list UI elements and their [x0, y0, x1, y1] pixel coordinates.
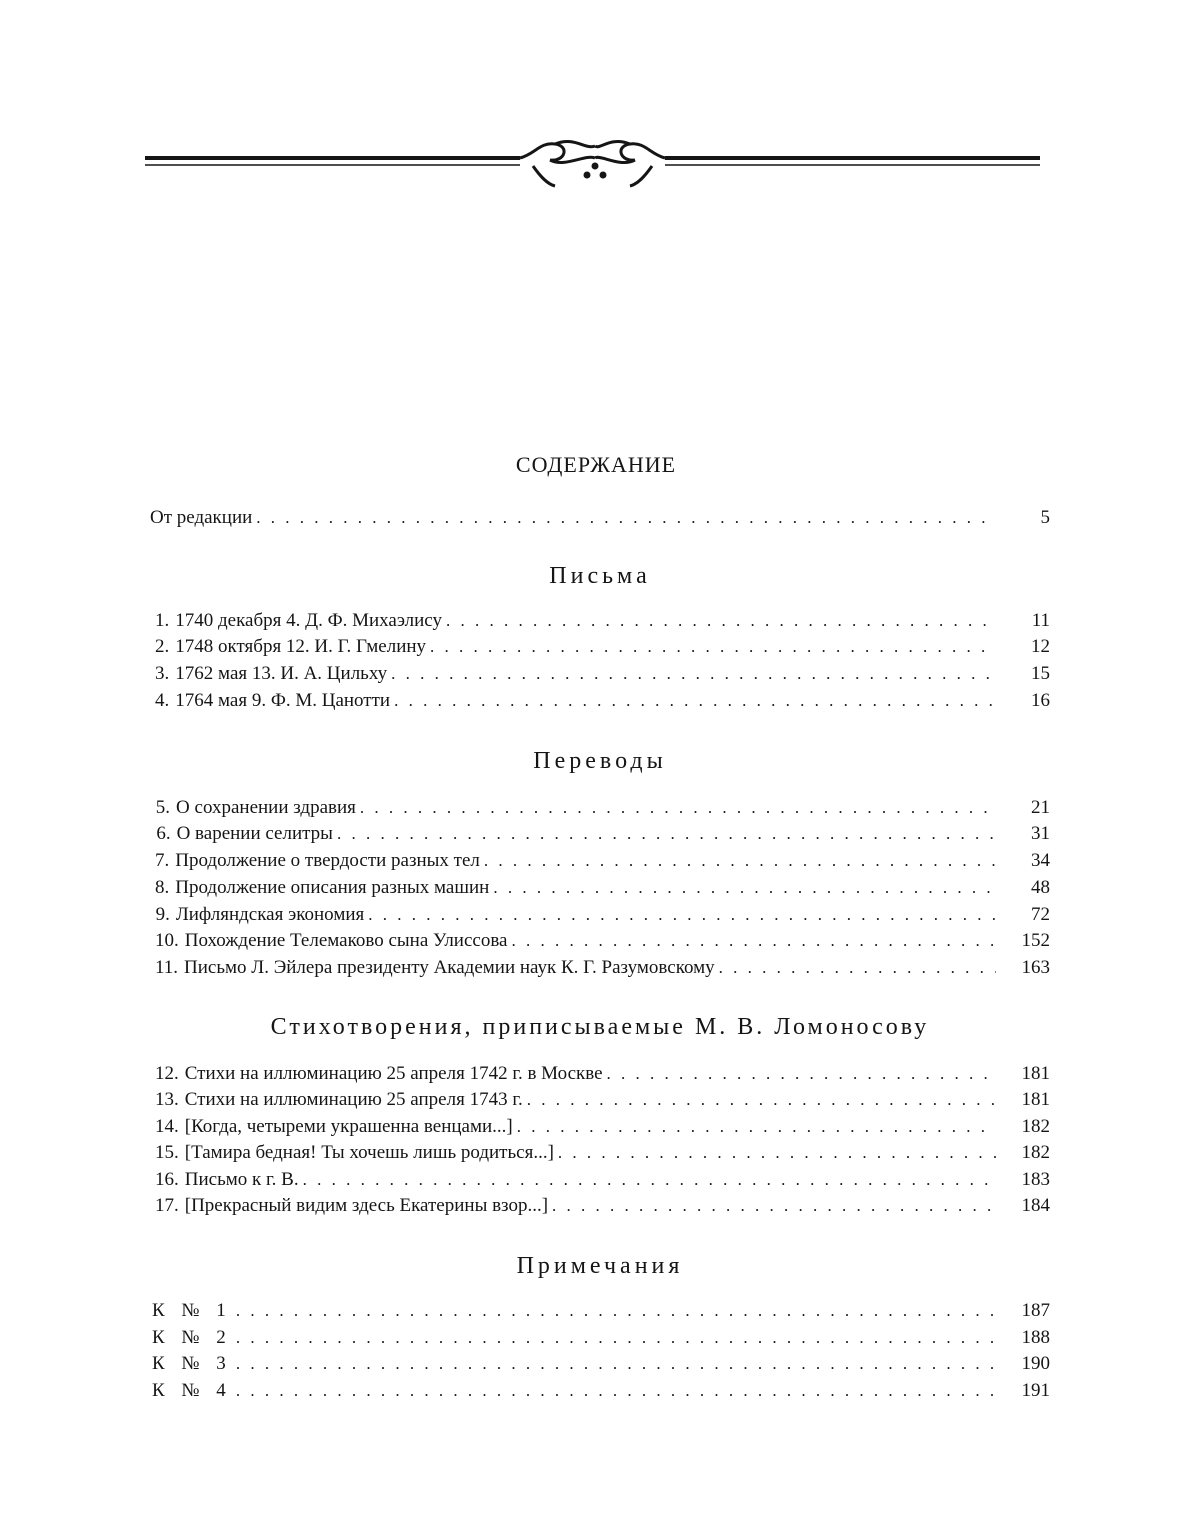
toc-entry-label: От редакции: [150, 507, 253, 528]
toc-entry[interactable]: [155, 608, 1050, 634]
toc-entry-number: 7.: [155, 850, 170, 871]
toc-entry-label: К № 2: [152, 1327, 232, 1348]
toc-entry-label: Лифляндская экономия: [175, 904, 365, 925]
header-ornament: [145, 128, 1040, 192]
toc-entry-label: К № 3: [152, 1353, 232, 1374]
leader-dots: [446, 608, 996, 634]
toc-title: СОДЕРЖАНИЕ: [515, 452, 677, 477]
toc-entry-number: 1.: [155, 610, 170, 631]
toc-entry-page: 188: [1021, 1327, 1050, 1348]
toc-entry-label: Похождение Телемаково сына Улиссова: [184, 930, 508, 951]
toc-entry[interactable]: [155, 848, 1050, 874]
toc-entry-label: [Тамира бедная! Ты хочешь лишь родиться...]: [184, 1142, 554, 1163]
toc-entry-page: 72: [1031, 904, 1050, 925]
toc-entry-page: 187: [1021, 1300, 1050, 1321]
toc-entry-label: Стихи на иллюминацию 25 апреля 1742 г. в Москве: [184, 1063, 603, 1084]
toc-entry[interactable]: [155, 955, 1050, 981]
toc-entry[interactable]: [155, 1114, 1050, 1140]
toc-entry-page: 190: [1021, 1353, 1050, 1374]
toc-entry[interactable]: [155, 795, 1050, 821]
toc-entry-page: 163: [1021, 957, 1050, 978]
toc-entry-number: 5.: [155, 797, 171, 818]
toc-entry-number: 9.: [155, 904, 170, 925]
toc-entry-label: Продолжение описания разных машин: [175, 877, 490, 898]
leader-dots: [517, 1114, 996, 1140]
toc-entry[interactable]: [155, 661, 1050, 687]
toc-entry-label: 1748 октября 12. И. Г. Гмелину: [175, 636, 427, 657]
leader-dots: [484, 848, 996, 874]
toc-entry-label: О варении селитры: [176, 823, 333, 844]
toc-entry-label: 1740 декабря 4. Д. Ф. Михаэлису: [175, 610, 442, 631]
toc-entry-page: 181: [1021, 1089, 1050, 1110]
toc-entry-number: 8.: [155, 877, 170, 898]
toc-entry-page: 182: [1021, 1116, 1050, 1137]
leader-dots: [236, 1378, 996, 1404]
toc-entry-number: 10.: [155, 930, 179, 951]
toc-entry[interactable]: [152, 1351, 1050, 1377]
toc-entry-page: 152: [1021, 930, 1050, 951]
toc-entry-page: 12: [1031, 636, 1050, 657]
toc-entry[interactable]: [155, 1193, 1050, 1219]
toc-entry-number: 14.: [155, 1116, 179, 1137]
toc-entry-number: 2.: [155, 636, 170, 657]
toc-entry-label: К № 1: [152, 1300, 232, 1321]
toc-entry[interactable]: [155, 634, 1050, 660]
toc-entry-number: 3.: [155, 663, 170, 684]
leader-dots: [391, 661, 996, 687]
leader-dots: [236, 1351, 996, 1377]
toc-entry-label: 1764 мая 9. Ф. М. Цанотти: [175, 690, 391, 711]
toc-entry-label: Письмо Л. Эйлера президенту Академии наук К. Г. Разумовскому: [184, 957, 715, 978]
toc-entry-label: Продолжение о твердости разных тел: [175, 850, 480, 871]
toc-entry-page: 31: [1031, 823, 1050, 844]
section-heading-translations: Переводы: [533, 748, 667, 774]
leader-dots: [256, 505, 996, 531]
toc-entry[interactable]: [155, 821, 1050, 847]
leader-dots: [303, 1167, 996, 1193]
toc-entry[interactable]: [155, 1140, 1050, 1166]
toc-entry[interactable]: [155, 902, 1050, 928]
leader-dots: [552, 1193, 996, 1219]
toc-entry[interactable]: [155, 1061, 1050, 1087]
toc-entry-page: 11: [1031, 610, 1050, 631]
toc-entry-page: 181: [1021, 1063, 1050, 1084]
leader-dots: [719, 955, 996, 981]
toc-entry-intro[interactable]: [150, 505, 1050, 531]
toc-entry[interactable]: [155, 928, 1050, 954]
leader-dots: [236, 1298, 996, 1324]
toc-entry-number: 13.: [155, 1089, 179, 1110]
toc-entry-number: 12.: [155, 1063, 179, 1084]
leader-dots: [527, 1087, 996, 1113]
toc-entry-label: О сохранении здравия: [176, 797, 356, 818]
toc-entry-number: 11.: [155, 957, 179, 978]
toc-entry-label: [Когда, четыреми украшенна венцами...]: [184, 1116, 513, 1137]
leader-dots: [607, 1061, 996, 1087]
toc-entry[interactable]: [155, 688, 1050, 714]
toc-entry-page: 48: [1031, 877, 1050, 898]
toc-entry-page: 21: [1031, 797, 1050, 818]
toc-entry-page: 183: [1021, 1169, 1050, 1190]
toc-entry-label: Письмо к г. В.: [184, 1169, 299, 1190]
leader-dots: [360, 795, 996, 821]
toc-entry[interactable]: [152, 1378, 1050, 1404]
toc-entry-page: 34: [1031, 850, 1050, 871]
toc-entry[interactable]: [155, 1167, 1050, 1193]
leader-dots: [368, 902, 996, 928]
toc-entry-number: 15.: [155, 1142, 179, 1163]
toc-entry[interactable]: [155, 1087, 1050, 1113]
leader-dots: [236, 1325, 996, 1351]
leader-dots: [512, 928, 997, 954]
leader-dots: [558, 1140, 996, 1166]
section-heading-letters: Письма: [549, 563, 651, 589]
section-heading-notes: Примечания: [516, 1253, 684, 1279]
leader-dots: [337, 821, 996, 847]
leader-dots: [394, 688, 996, 714]
toc-entry-label: [Прекрасный видим здесь Екатерины взор...]: [184, 1195, 549, 1216]
toc-entry-page: 5: [1040, 507, 1050, 528]
toc-entry-label: К № 4: [152, 1380, 232, 1401]
leader-dots: [493, 875, 996, 901]
toc-entry-label: Стихи на иллюминацию 25 апреля 1743 г.: [184, 1089, 523, 1110]
toc-entry-label: 1762 мая 13. И. А. Цильху: [175, 663, 388, 684]
toc-entry[interactable]: [152, 1325, 1050, 1351]
toc-entry-page: 15: [1031, 663, 1050, 684]
toc-entry-number: 17.: [155, 1195, 179, 1216]
section-heading-poems: Стихотворения, приписываемые М. В. Ломоносову: [270, 1014, 930, 1040]
toc-entry-page: 182: [1021, 1142, 1050, 1163]
toc-entry-page: 191: [1021, 1380, 1050, 1401]
toc-entry-page: 184: [1021, 1195, 1050, 1216]
toc-entry[interactable]: [152, 1298, 1050, 1324]
toc-entry[interactable]: [155, 875, 1050, 901]
toc-entry-number: 6.: [156, 823, 171, 844]
toc-entry-number: 16.: [155, 1169, 179, 1190]
leader-dots: [430, 634, 996, 660]
toc-entry-number: 4.: [155, 690, 170, 711]
toc-entry-page: 16: [1031, 690, 1050, 711]
